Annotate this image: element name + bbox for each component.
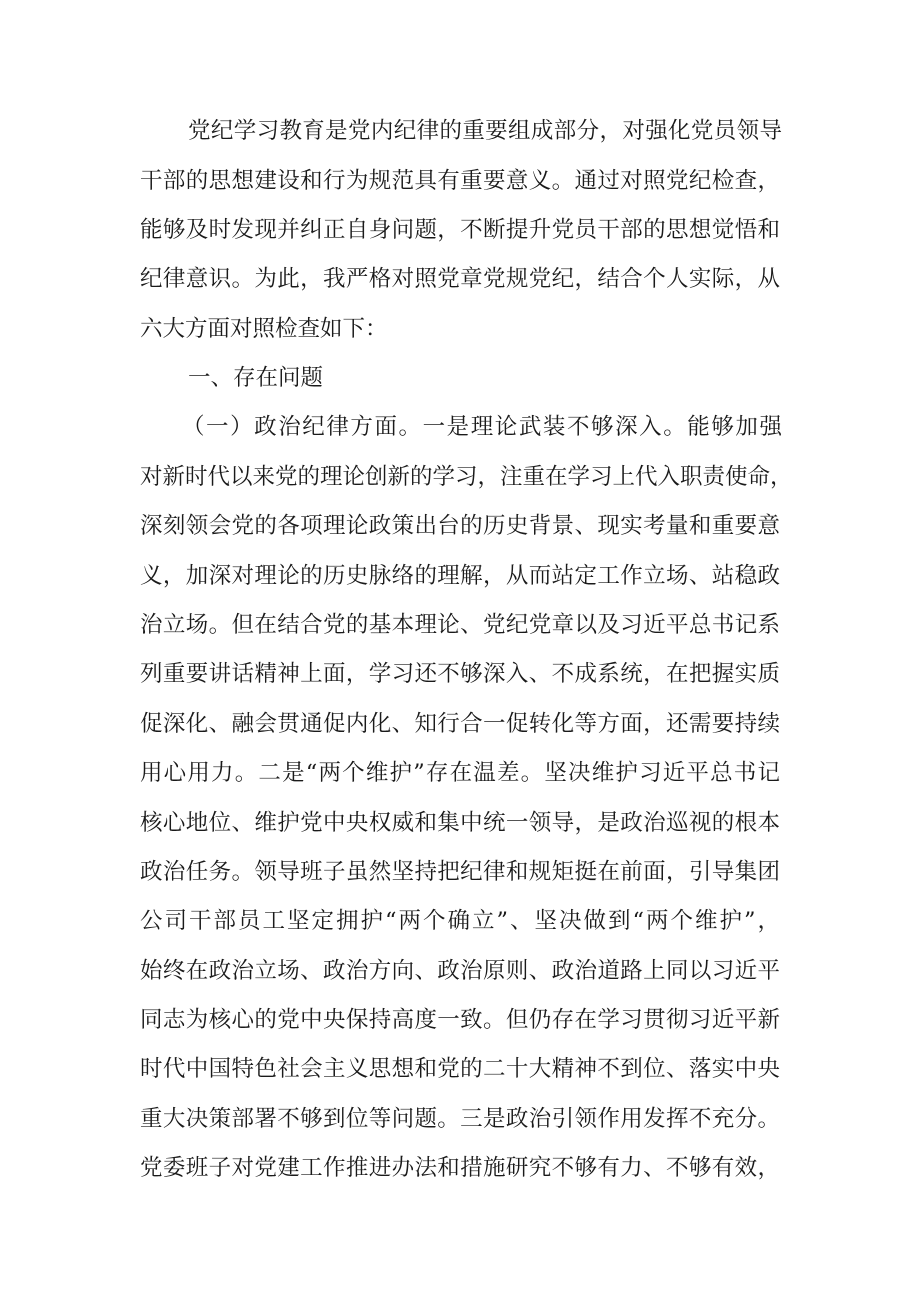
body-line-8: 用心用力。二是“两个维护”存在温差。坚决维护习近平总书记 [140,760,780,786]
body-line-10: 政治任务。领导班子虽然坚持把纪律和规矩挺在前面，引导集团 [140,859,780,885]
intro-line-5: 六大方面对照检查如下： [140,316,388,342]
intro-line-4: 纪律意识。为此，我严格对照党章党规党纪，结合个人实际，从 [140,266,780,292]
body-line-3: 深刻领会党的各项理论政策出台的历史背景、现实考量和重要意 [140,513,780,539]
body-line-6: 列重要讲话精神上面，学习还不够深入、不成系统，在把握实质 [140,661,780,687]
body-line-14: 时代中国特色社会主义思想和党的二十大精神不到位、落实中央 [140,1056,780,1082]
section-heading: 一、存在问题 [188,365,324,391]
body-line-15: 重大决策部署不够到位等问题。三是政治引领作用发挥不充分。 [140,1106,780,1132]
body-line-4: 义，加深对理论的历史脉络的理解，从而站定工作立场、站稳政 [140,563,780,589]
body-line-13: 同志为核心的党中央保持高度一致。但仍存在学习贯彻习近平新 [140,1007,780,1033]
intro-line-1: 党纪学习教育是党内纪律的重要组成部分，对强化党员领导 [188,118,782,144]
body-line-1: （一）政治纪律方面。一是理论武装不够深入。能够加强 [182,414,782,440]
intro-line-2: 干部的思想建设和行为规范具有重要意义。通过对照党纪检查， [140,168,780,194]
body-line-11: 公司干部员工坚定拥护“两个确立”、坚决做到“两个维护”， [140,908,780,934]
body-line-9: 核心地位、维护党中央权威和集中统一领导，是政治巡视的根本 [140,810,780,836]
intro-line-3: 能够及时发现并纠正自身问题，不断提升党员干部的思想觉悟和 [140,217,780,243]
body-line-2: 对新时代以来党的理论创新的学习，注重在学习上代入职责使命， [140,464,793,490]
body-line-16: 党委班子对党建工作推进办法和措施研究不够有力、不够有效， [140,1155,780,1181]
body-line-5: 治立场。但在结合党的基本理论、党纪党章以及习近平总书记系 [140,612,780,638]
body-line-12: 始终在政治立场、政治方向、政治原则、政治道路上同以习近平 [140,958,780,984]
body-line-7: 促深化、融会贯通促内化、知行合一促转化等方面，还需要持续 [140,711,780,737]
